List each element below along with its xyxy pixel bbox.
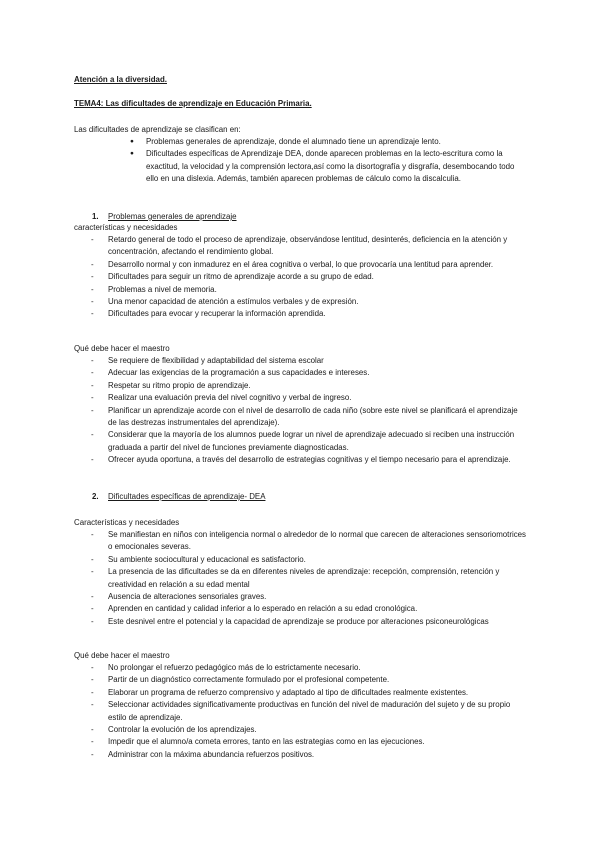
list-item: - Impedir que el alumno/a cometa errores, tanto en las estrategias como en las ejecuciones.	[74, 736, 526, 748]
list-item: - Adecuar las exigencias de la programación a sus capacidades e intereses.	[74, 367, 526, 379]
list-item: - Dificultades para seguir un ritmo de aprendizaje acorde a su grupo de edad.	[74, 271, 526, 283]
section2-number: 2.	[92, 492, 99, 501]
list-item: - Ofrecer ayuda oportuna, a través del desarrollo de estrategias cognitivas y el tiempo necesario para el aprendizaje.	[74, 454, 526, 466]
list-item: - No prolongar el refuerzo pedagógico más de lo estrictamente necesario.	[74, 662, 526, 674]
list-item: - Planificar un aprendizaje acorde con el nivel de desarrollo de cada niño (sobre este nivel se planificará el aprendizaje de las destrezas instrumentales del aprendizaje).	[74, 405, 526, 430]
list-item: - Seleccionar actividades significativamente productivas en función del nivel de maduración del sujeto y de su propio estilo de aprendizaje.	[74, 699, 526, 724]
section2-characteristics-list	[74, 529, 526, 628]
list-item: - Desarrollo normal y con inmadurez en el área cognitiva o verbal, lo que provocaría una lentitud para aprender.	[74, 259, 526, 271]
list-item: - Respetar su ritmo propio de aprendizaje.	[74, 380, 526, 392]
list-item: - Su ambiente sociocultural y educacional es satisfactorio.	[74, 554, 526, 566]
section1-title: Problemas generales de aprendizaje	[108, 212, 237, 221]
section1-characteristics-list	[74, 234, 526, 321]
section2-characteristics-label: Características y necesidades	[74, 518, 180, 527]
list-item: - Controlar la evolución de los aprendizajes.	[74, 724, 526, 736]
section2-title: Dificultades específicas de aprendizaje- DEA	[108, 492, 266, 501]
list-item: - Elaborar un programa de refuerzo comprensivo y adaptado al tipo de dificultades realmente existentes.	[74, 687, 526, 699]
list-item: - Se requiere de flexibilidad y adaptabilidad del sistema escolar	[74, 355, 526, 367]
list-item: - Realizar una evaluación previa del nivel cognitivo y verbal de ingreso.	[74, 392, 526, 404]
list-item: - Ausencia de alteraciones sensoriales graves.	[74, 591, 526, 603]
section1-teacher-list	[74, 355, 526, 467]
classification-list	[74, 136, 526, 186]
list-item: - Se manifiestan en niños con inteligencia normal o alrededor de lo normal que carecen de alteraciones sensoriomotrices o emocionales severas.	[74, 529, 526, 554]
list-item: - Problemas a nivel de memoria.	[74, 284, 526, 296]
section1-teacher-label: Qué debe hacer el maestro	[74, 344, 170, 353]
document-subtitle: TEMA4: Las dificultades de aprendizaje en Educación Primaria.	[74, 99, 312, 108]
section1-number: 1.	[92, 212, 99, 221]
section1-characteristics-label: características y necesidades	[74, 223, 178, 232]
classification-item-dea: ● Dificultades específicas de Aprendizaje DEA, donde aparecen problemas en la lecto-escritura como la exactitud, la velocidad y la comprensión lectora,así como la disortografía y disgrafía, desembocando todo ello en una dislexia. Además, también aparecen problemas de cálculo como la discalculia.	[74, 148, 526, 185]
document-title: Atención a la diversidad.	[74, 75, 167, 84]
list-item: - Partir de un diagnóstico correctamente formulado por el profesional competente.	[74, 674, 526, 686]
list-item: - Aprenden en cantidad y calidad inferior a lo esperado en relación a su edad cronológica.	[74, 603, 526, 615]
section2-teacher-list	[74, 662, 526, 761]
classification-item-general: ● Problemas generales de aprendizaje, donde el alumnado tiene un aprendizaje lento.	[74, 136, 526, 148]
section2-teacher-label: Qué debe hacer el maestro	[74, 651, 170, 660]
list-item: - La presencia de las dificultades se da en diferentes niveles de aprendizaje: recepción, comprensión, retención y creatividad en relación a su edad mental	[74, 566, 526, 591]
list-item: - Retardo general de todo el proceso de aprendizaje, observándose lentitud, desinterés, deficiencia en la atención y concentración, afectando el rendimiento global.	[74, 234, 526, 259]
section2-heading	[74, 491, 544, 503]
list-item: - Una menor capacidad de atención a estímulos verbales y de expresión.	[74, 296, 526, 308]
list-item: - Administrar con la máxima abundancia refuerzos positivos.	[74, 749, 526, 761]
intro-text: Las dificultades de aprendizaje se clasifican en:	[74, 125, 241, 134]
list-item: - Considerar que la mayoría de los alumnos puede lograr un nivel de aprendizaje adecuado si reciben una instrucción graduada a partir del nivel de funciones previamente diagnosticadas.	[74, 429, 526, 454]
list-item: - Dificultades para evocar y recuperar la información aprendida.	[74, 308, 526, 320]
list-item: - Este desnivel entre el potencial y la capacidad de aprendizaje se produce por alteraciones psiconeurológicas	[74, 616, 526, 628]
